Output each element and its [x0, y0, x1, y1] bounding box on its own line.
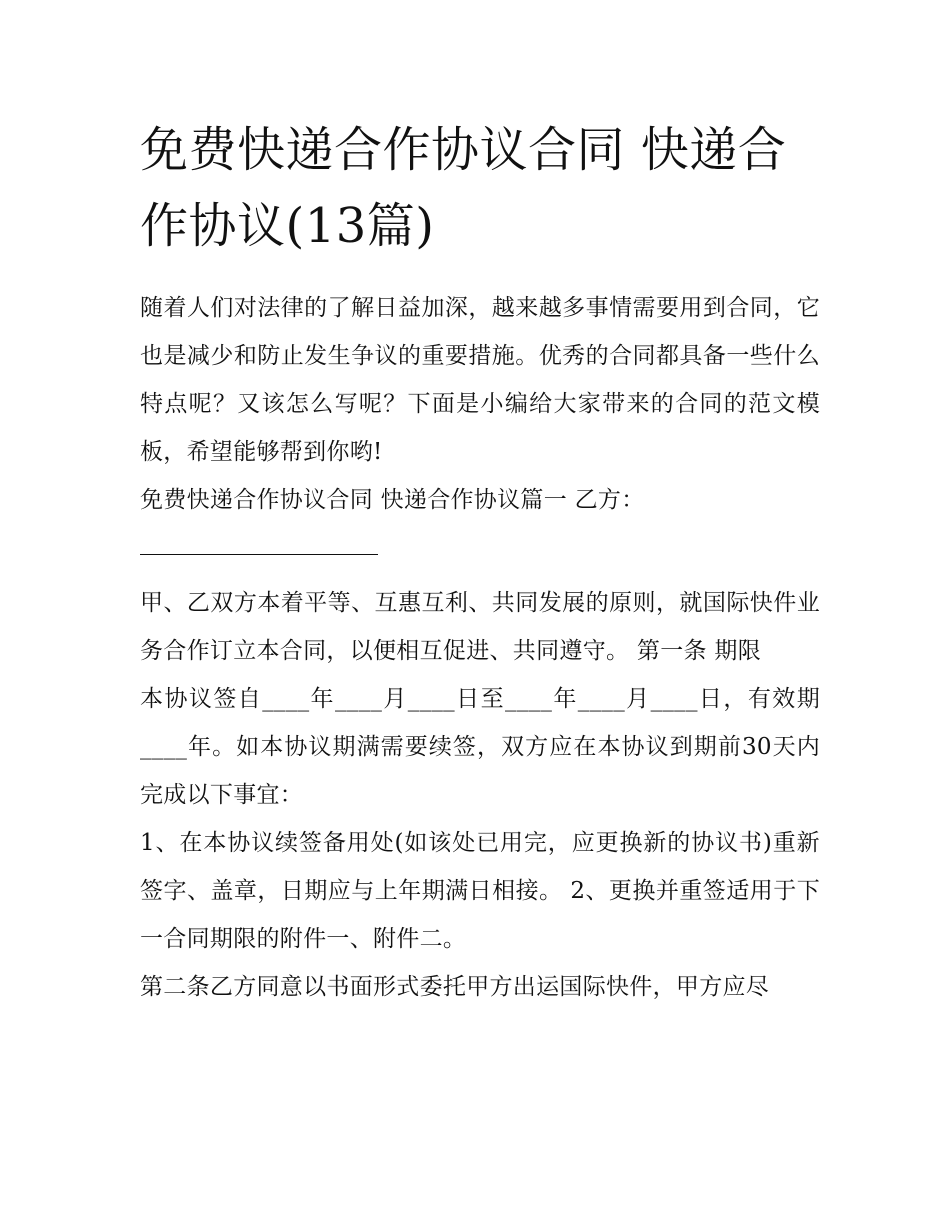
- document-page: [140, 112, 820, 1011]
- agreement-paragraph: 甲、乙双方本着平等、互惠互利、共同发展的原则，就国际快件业务合作订立本合同，以便相互促进、共同遵守。 第一条 期限: [140, 590, 820, 664]
- article-two-paragraph: 第二条乙方同意以书面形式委托甲方出运国际快件，甲方应尽: [140, 974, 770, 1000]
- intro-paragraph: 随着人们对法律的了解日益加深，越来越多事情需要用到合同，它也是减少和防止发生争议的重要措施。优秀的合同都具备一些什么特点呢？又该怎么写呢？下面是小编给大家带来的合同的范文模板，希望能够帮到你哟!: [140, 295, 820, 465]
- section-heading: 免费快递合作协议合同 快递合作协议篇一 乙方：: [140, 487, 645, 513]
- signature-blank-line: [140, 554, 378, 555]
- renewal-paragraph: 1、在本协议续签备用处(如该处已用完，应更换新的协议书)重新签字、盖章，日期应与上年期满日相接。 2、更换并重签适用于下一合同期限的附件一、附件二。: [140, 830, 820, 952]
- document-title: 免费快递合作协议合同 快递合作协议(13篇): [140, 122, 787, 254]
- document-body: [140, 284, 820, 1011]
- term-paragraph: 本协议签自____年____月____日至____年____月____日，有效期____年。如本协议期满需要续签，双方应在本协议到期前30天内完成以下事宜：: [140, 686, 820, 808]
